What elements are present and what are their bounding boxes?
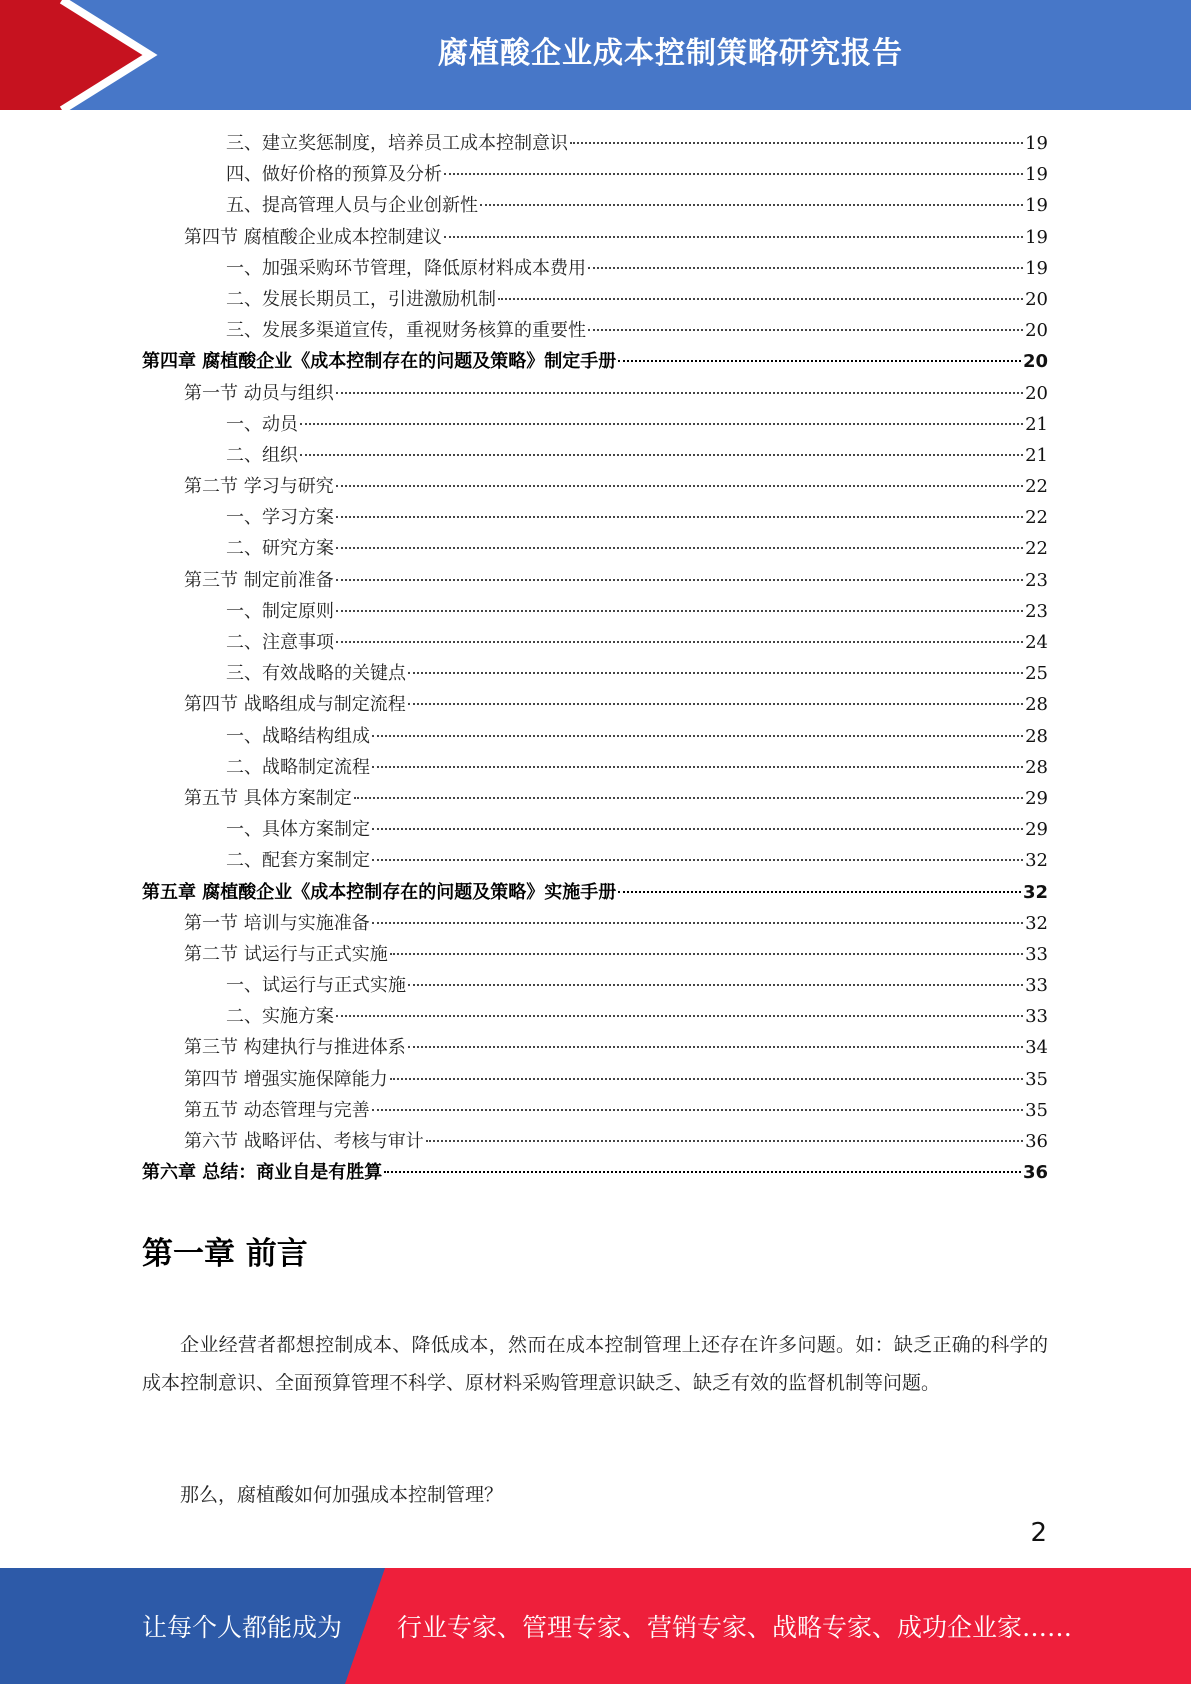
toc-entry-item[interactable] [142, 440, 1048, 471]
toc-entry-title: 第二节 学习与研究 [184, 476, 334, 498]
toc-entry-title: 二、注意事项 [226, 632, 334, 653]
toc-dot-leader [336, 391, 1023, 394]
toc-entry-title: 五、提高管理人员与企业创新性 [226, 195, 478, 217]
toc-entry-page: 24 [1025, 632, 1048, 653]
toc-dot-leader [408, 702, 1023, 705]
toc-entry-chapter[interactable] [142, 346, 1048, 377]
toc-dot-leader [372, 858, 1023, 861]
toc-dot-leader [426, 1139, 1023, 1142]
toc-entry-title: 三、有效战略的关键点 [226, 663, 406, 685]
toc-dot-leader [390, 952, 1023, 955]
toc-entry-item[interactable] [142, 752, 1048, 783]
toc-entry-section[interactable] [142, 565, 1048, 596]
toc-entry-page: 32 [1025, 850, 1048, 872]
toc-entry-page: 36 [1025, 1131, 1048, 1152]
toc-dot-leader [372, 827, 1023, 830]
toc-entry-title: 第三节 制定前准备 [184, 569, 334, 591]
toc-entry-title: 第一节 动员与组织 [184, 382, 334, 404]
document-title: 腐植酸企业成本控制策略研究报告 [438, 36, 903, 71]
toc-dot-leader [498, 297, 1023, 300]
toc-dot-leader [444, 172, 1023, 175]
toc-dot-leader [408, 671, 1023, 674]
toc-entry-title: 二、实施方案 [226, 1006, 334, 1028]
toc-entry-section[interactable] [142, 471, 1048, 502]
toc-entry-page: 19 [1025, 164, 1048, 186]
toc-entry-title: 第六节 战略评估、考核与审计 [184, 1131, 424, 1152]
footer-slogan-right: 行业专家、管理专家、营销专家、战略专家、成功企业家…… [397, 1613, 1073, 1642]
toc-entry-item[interactable] [142, 190, 1048, 221]
chapter-heading: 第一章 前言 [142, 1236, 308, 1272]
toc-entry-title: 第二节 试运行与正式实施 [184, 943, 388, 965]
toc-entry-title: 一、加强采购环节管理，降低原材料成本费用 [226, 257, 586, 279]
toc-entry-section[interactable] [142, 1126, 1048, 1157]
toc-dot-leader [300, 422, 1023, 425]
toc-entry-page: 33 [1025, 975, 1048, 997]
body-paragraph: 那么，腐植酸如何加强成本控制管理？ [180, 1484, 504, 1506]
toc-entry-section[interactable] [142, 908, 1048, 939]
toc-entry-section[interactable] [142, 689, 1048, 720]
toc-entry-item[interactable] [142, 814, 1048, 845]
page-number: 2 [1030, 1518, 1047, 1548]
toc-entry-title: 二、研究方案 [226, 538, 334, 560]
toc-entry-title: 三、发展多渠道宣传，重视财务核算的重要性 [226, 320, 586, 342]
toc-entry-title: 第五节 动态管理与完善 [184, 1099, 370, 1121]
toc-entry-item[interactable] [142, 502, 1048, 533]
toc-entry-title: 二、战略制定流程 [226, 756, 370, 778]
toc-entry-page: 29 [1025, 819, 1048, 841]
toc-entry-item[interactable] [142, 845, 1048, 876]
toc-dot-leader [336, 640, 1023, 643]
toc-entry-page: 28 [1025, 756, 1048, 778]
toc-dot-leader [384, 1170, 1021, 1173]
toc-dot-leader [408, 983, 1023, 986]
toc-entry-page: 28 [1025, 725, 1048, 747]
toc-entry-page: 20 [1022, 351, 1048, 373]
toc-entry-item[interactable] [142, 315, 1048, 346]
toc-entry-page: 33 [1025, 1006, 1048, 1028]
toc-entry-page: 19 [1025, 195, 1048, 217]
toc-entry-page: 22 [1025, 476, 1048, 498]
toc-entry-title: 第三节 构建执行与推进体系 [184, 1037, 406, 1059]
toc-entry-page: 35 [1025, 1099, 1048, 1121]
toc-entry-title: 第四章 腐植酸企业《成本控制存在的问题及策略》制定手册 [142, 351, 617, 373]
toc-dot-leader [408, 1045, 1023, 1048]
toc-entry-title: 第五节 具体方案制定 [184, 787, 352, 809]
toc-dot-leader [372, 765, 1023, 768]
toc-entry-item[interactable] [142, 284, 1048, 315]
toc-entry-page: 22 [1025, 507, 1048, 529]
toc-entry-item[interactable] [142, 970, 1048, 1001]
toc-entry-page: 36 [1022, 1162, 1048, 1184]
toc-entry-title: 二、发展长期员工，引进激励机制 [226, 288, 496, 310]
toc-entry-page: 28 [1025, 694, 1048, 716]
toc-entry-page: 20 [1025, 382, 1048, 404]
toc-entry-page: 21 [1025, 444, 1048, 466]
toc-entry-page: 33 [1025, 943, 1048, 965]
footer-banner [0, 1568, 1191, 1684]
body-paragraph: 企业经营者都想控制成本、降低成本，然而在成本控制管理上还存在许多问题。如：缺乏正确的科学的成本控制意识、全面预算管理不科学、原材料采购管理意识缺乏、缺乏有效的监督机制等问题。 [142, 1334, 1048, 1394]
toc-entry-title: 四、做好价格的预算及分析 [226, 164, 442, 186]
toc-dot-leader [336, 515, 1023, 518]
toc-entry-title: 第五章 腐植酸企业《成本控制存在的问题及策略》实施手册 [142, 881, 617, 903]
toc-entry-item[interactable] [142, 159, 1048, 190]
toc-entry-chapter[interactable] [142, 1157, 1048, 1188]
toc-entry-page: 32 [1022, 881, 1048, 903]
toc-entry-page: 19 [1025, 257, 1048, 279]
toc-dot-leader [336, 484, 1023, 487]
toc-entry-page: 34 [1025, 1037, 1048, 1059]
toc-dot-leader [336, 1014, 1023, 1017]
toc-dot-leader [372, 1108, 1023, 1111]
toc-entry-page: 21 [1025, 413, 1048, 435]
header-red-arrow [0, 0, 150, 110]
toc-entry-title: 一、学习方案 [226, 507, 334, 529]
toc-entry-title: 第四节 腐植酸企业成本控制建议 [184, 226, 442, 248]
toc-entry-page: 25 [1025, 663, 1048, 685]
toc-dot-leader [372, 921, 1023, 924]
footer-slogan-left: 让每个人都能成为 [142, 1613, 343, 1642]
toc-entry-title: 一、动员 [226, 413, 298, 435]
toc-dot-leader [372, 734, 1023, 737]
toc-dot-leader [588, 266, 1023, 269]
toc-entry-section[interactable] [142, 1032, 1048, 1063]
toc-entry-section[interactable] [142, 1095, 1048, 1126]
toc-entry-title: 二、配套方案制定 [226, 850, 370, 872]
toc-entry-item[interactable] [142, 627, 1048, 658]
toc-entry-item[interactable] [142, 409, 1048, 440]
toc-entry-chapter[interactable] [142, 877, 1048, 908]
toc-entry-item[interactable] [142, 721, 1048, 752]
toc-entry-item[interactable] [142, 253, 1048, 284]
toc-dot-leader [354, 796, 1023, 799]
toc-entry-section[interactable] [142, 222, 1048, 253]
toc-entry-title: 一、战略结构组成 [226, 725, 370, 747]
toc-entry-item[interactable] [142, 1001, 1048, 1032]
toc-entry-page: 20 [1025, 320, 1048, 342]
table-of-contents [142, 128, 1048, 1188]
toc-entry-title: 第六章 总结：商业自是有胜算 [142, 1162, 383, 1184]
toc-entry-title: 二、组织 [226, 444, 298, 466]
toc-entry-item[interactable] [142, 658, 1048, 689]
toc-entry-page: 23 [1025, 600, 1048, 622]
toc-entry-title: 第一节 培训与实施准备 [184, 912, 370, 934]
toc-dot-leader [480, 203, 1023, 206]
toc-entry-page: 35 [1025, 1068, 1048, 1090]
toc-dot-leader [618, 359, 1021, 362]
toc-entry-page: 22 [1025, 538, 1048, 560]
toc-entry-title: 一、试运行与正式实施 [226, 975, 406, 997]
toc-entry-section[interactable] [142, 783, 1048, 814]
toc-dot-leader [588, 328, 1023, 331]
toc-entry-page: 32 [1025, 912, 1048, 934]
toc-entry-page: 19 [1025, 133, 1048, 154]
toc-entry-page: 19 [1025, 226, 1048, 248]
toc-entry-title: 一、制定原则 [226, 600, 334, 622]
toc-entry-page: 29 [1025, 787, 1048, 809]
toc-dot-leader [570, 141, 1023, 144]
toc-entry-title: 一、具体方案制定 [226, 819, 370, 841]
toc-entry-page: 23 [1025, 569, 1048, 591]
toc-entry-item[interactable] [142, 128, 1048, 159]
toc-dot-leader [618, 890, 1021, 893]
toc-entry-page: 20 [1025, 288, 1048, 310]
toc-dot-leader [336, 609, 1023, 612]
toc-entry-section[interactable] [142, 939, 1048, 970]
toc-entry-title: 第四节 战略组成与制定流程 [184, 694, 406, 716]
toc-entry-title: 三、建立奖惩制度，培养员工成本控制意识 [226, 133, 568, 154]
toc-entry-section[interactable] [142, 378, 1048, 409]
toc-dot-leader [336, 546, 1023, 549]
toc-entry-section[interactable] [142, 1064, 1048, 1095]
toc-dot-leader [444, 235, 1023, 238]
toc-dot-leader [300, 453, 1023, 456]
toc-entry-item[interactable] [142, 596, 1048, 627]
toc-dot-leader [390, 1077, 1023, 1080]
toc-dot-leader [336, 578, 1023, 581]
toc-entry-title: 第四节 增强实施保障能力 [184, 1068, 388, 1090]
header-banner [0, 0, 1191, 110]
toc-entry-item[interactable] [142, 533, 1048, 564]
